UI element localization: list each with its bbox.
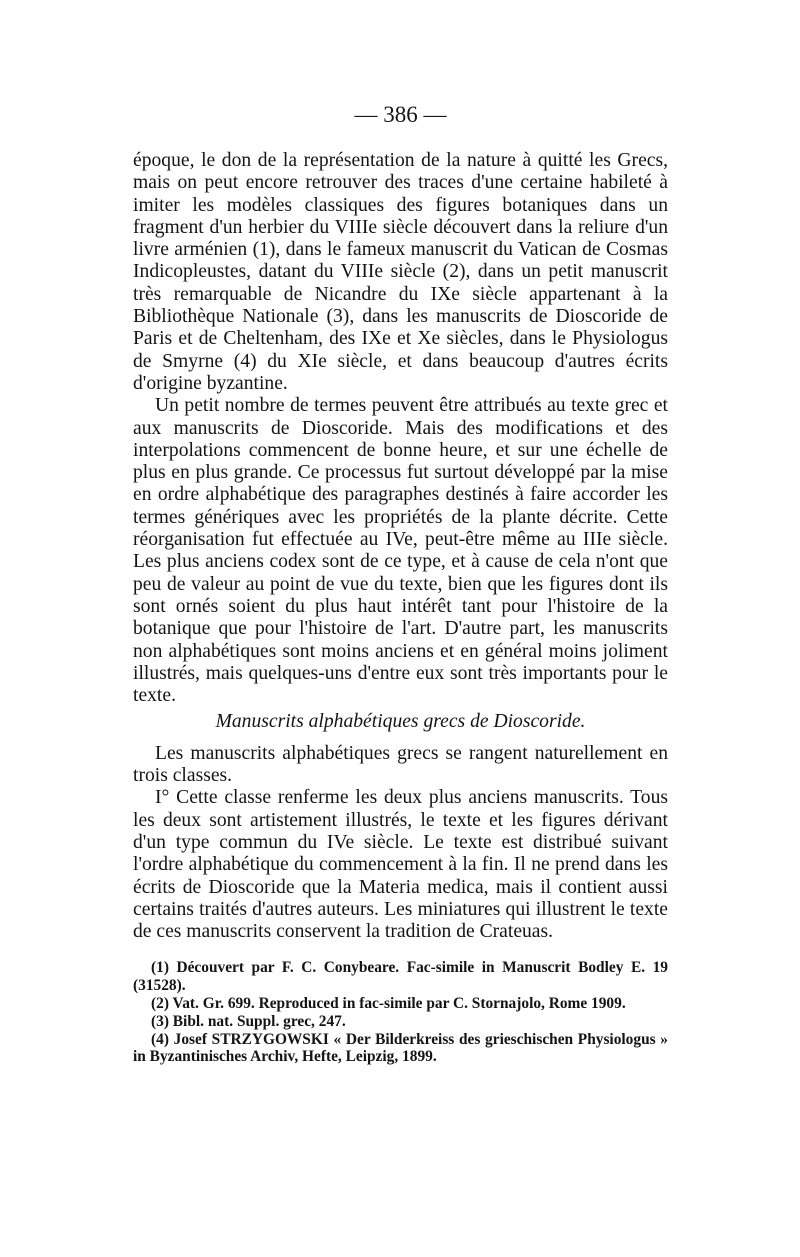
footnote-3: (3) Bibl. nat. Suppl. grec, 247.	[151, 1012, 346, 1030]
section-heading: Manuscrits alphabétiques grecs de Dioscoride.	[215, 711, 586, 733]
footnote-1: (1) Découvert par F. C. Conybeare. Fac-simile in Manuscrit Bodley E. 19 (31528).	[133, 959, 668, 995]
paragraph-2: Un petit nombre de termes peuvent être attribués au texte grec et aux manuscrits de Dioscoride. Mais des modifications et des interpolations commencent de bonne heure, et sur une échelle de plus en plus grande. Ce processus fut surtout développé par la mise en ordre alphabétique des paragraphes destinés à faire accorder les termes génériques avec les propriétés de la plante décrite. Cette réorganisation fut effectuée au IVe, peut-être même au IIIe siècle. Les plus anciens codex sont de ce type, et à cause de cela n'ont que peu de valeur au point de vue du texte, bien que les figures dont ils sont ornés soient du plus haut intérêt tant pour l'histoire de la botanique que pour l'histoire de l'art. D'autre part, les manuscrits non alphabétiques sont moins anciens et en général moins joliment illustrés, mais quelques-uns d'entre eux sont très importants pour le texte.	[133, 395, 668, 707]
paragraph-3: Les manuscrits alphabétiques grecs se rangent naturellement en trois classes.	[133, 742, 668, 787]
paragraph-4: I° Cette classe renferme les deux plus anciens manuscrits. Tous les deux sont artistement illustrés, le texte et les figures dérivant d'un type commun du IVe siècle. Le texte est distribué suivant l'ordre alphabétique du commencement à la fin. Il ne prend dans les écrits de Dioscoride que la Materia medica, mais il contient aussi certains traités d'autres auteurs. Les miniatures qui illustrent le texte de ces manuscrits conservent la tradition de Crateuas.	[133, 787, 668, 943]
page-number: — 386 —	[354, 102, 447, 127]
paragraph-1: époque, le don de la représentation de la nature à quitté les Grecs, mais on peut encore retrouver des traces d'une certaine habileté à imiter les modèles classiques des figures botaniques dans un fragment d'un herbier du VIIIe siècle découvert dans la reliure d'un livre arménien (1), dans le fameux manuscrit du Vatican de Cosmas Indicopleustes, datant du VIIIe siècle (2), dans un petit manuscrit très remarquable de Nicandre du IXe siècle appartenant à la Bibliothèque Nationale (3), dans les manuscrits de Dioscoride de Paris et de Cheltenham, des IXe et Xe siècles, dans le Physiologus de Smyrne (4) du XIe siècle, et dans beaucoup d'autres écrits d'origine byzantine.	[133, 150, 668, 394]
document-page	[133, 100, 668, 1066]
footnote-4: (4) Josef STRZYGOWSKI « Der Bilderkreiss des grieschischen Physiologus » in Byzantinisches Archiv, Hefte, Leipzig, 1899.	[133, 1030, 668, 1066]
footnotes	[133, 959, 668, 1066]
footnote-2: (2) Vat. Gr. 699. Reproduced in fac-simile par C. Stornajolo, Rome 1909.	[151, 994, 626, 1012]
